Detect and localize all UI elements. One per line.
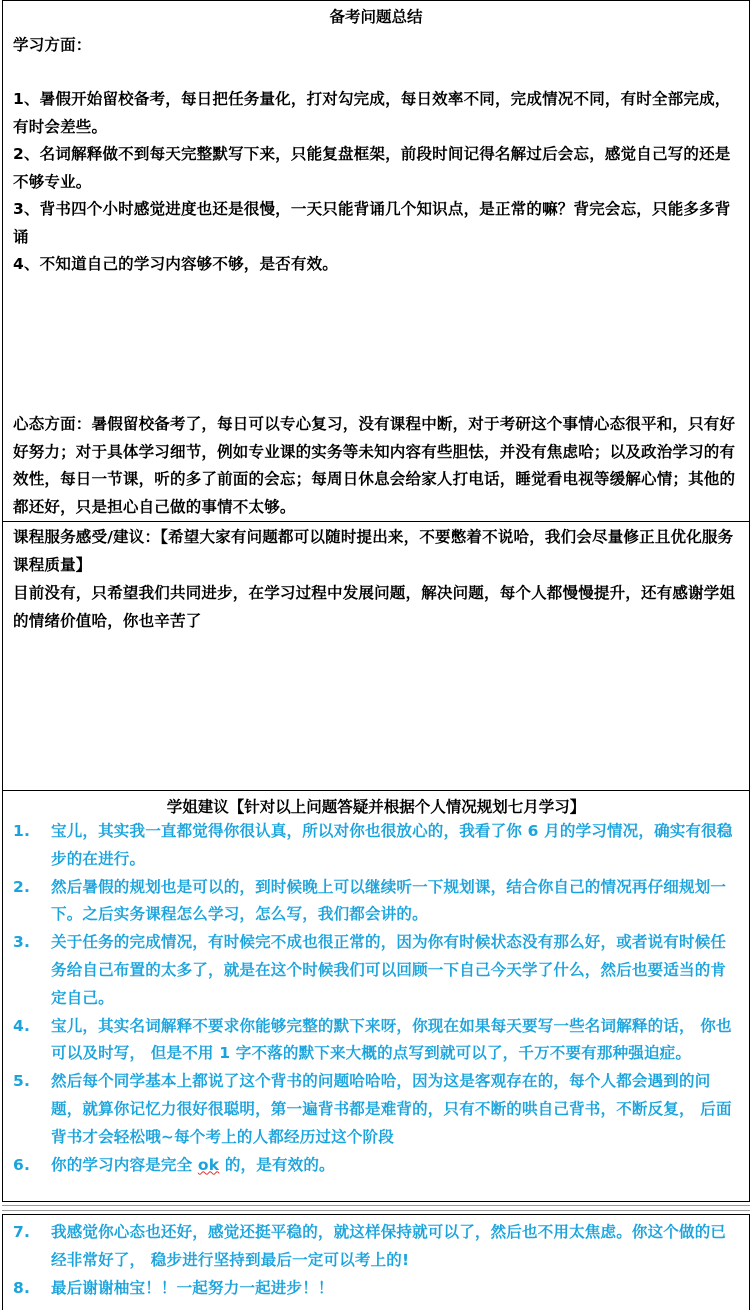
- study-item: 4、不知道自己的学习内容够不够，是否有效。: [13, 255, 338, 273]
- study-items: [13, 86, 741, 279]
- advice-item: 5. 然后每个同学基本上都说了这个背书的问题哈哈哈，因为这是客观存在的，每个人都会遇到的问题，就算你记忆力很好很聪明，第一遍背书都是难背的，只有不断的哄自己背书，不断反复， 后面背书才会轻松哦~每个考上的人都经历过这个阶段: [13, 1072, 732, 1146]
- feedback-body: 目前没有，只希望我们共同进步，在学习过程中发展问题，解决问题，每个人都慢慢提升，还有感谢学姐的情绪价值哈，你也辛苦了: [13, 584, 736, 630]
- advice-list: [13, 818, 741, 1179]
- study-item: 3、背书四个小时感觉进度也还是很慢，一天只能背诵几个知识点，是正常的嘛？背完会忘，只能多多背诵: [13, 200, 731, 246]
- advice-item: 7. 我感觉你心态也还好，感觉还挺平稳的，就这样保持就可以了，然后也不用太焦虑。你这个做的已经非常好了， 稳步进行坚持到最后一定可以考上的!: [13, 1223, 727, 1269]
- advice-section: [2, 790, 750, 1202]
- study-item: 1、暑假开始留校备考，每日把任务量化，打对勾完成，每日效率不同，完成情况不同，有时全部完成，有时会差些。: [13, 90, 731, 136]
- study-item: 2、名词解释做不到每天完整默写下来，只能复盘框架，前段时间记得名解过后会忘，感觉自己写的还是不够专业。: [13, 145, 731, 191]
- section-title: 备考问题总结: [329, 8, 423, 26]
- course-feedback-section: [2, 521, 750, 791]
- advice-list-continued: [13, 1219, 741, 1302]
- problem-summary-section: [2, 0, 750, 522]
- advice-item: 1. 宝儿，其实我一直都觉得你很认真，所以对你也很放心的，我看了你 6 月的学习情况，确实有很稳步的在进行。: [13, 822, 733, 868]
- page-break-line: [2, 1210, 750, 1211]
- advice-item: 3. 关于任务的完成情况，有时候完不成也很正常的，因为你有时候状态没有那么好，或者说有时候任务给自己布置的太多了，就是在这个时候我们可以回顾一下自己今天学了什么，然后也要适当的肯定自己。: [13, 933, 727, 1007]
- advice-item: 4. 宝儿，其实名词解释不要求你能够完整的默下来呀，你现在如果每天要写一些名词解释的话， 你也可以及时写， 但是不用 1 字不落的默下来大概的点写到就可以了，千万不要有那种强迫症。: [13, 1016, 732, 1063]
- advice-item: 6. 你的学习内容是完全 ok 的，是有效的。: [13, 1155, 335, 1174]
- advice-continued-section: [2, 1214, 750, 1310]
- study-heading: 学习方面：: [13, 36, 92, 54]
- spellcheck-word: ok: [197, 1155, 220, 1174]
- page-break-line: [2, 1205, 750, 1206]
- mindset-paragraph: 心态方面：暑假留校备考了，每日可以专心复习，没有课程中断，对于考研这个事情心态很平和，只有好好努力；对于具体学习细节，例如专业课的实务等未知内容有些胆怯，并没有焦虑哈；以及政治学习的有效性，每日一节课，听的多了前面的会忘；每周日休息会给家人打电话，睡觉看电视等缓解心情；其他的都还好，只是担心自己做的事情不太够。: [13, 415, 736, 516]
- advice-title: 学姐建议【针对以上问题答疑并根据个人情况规划七月学习】: [166, 798, 586, 816]
- feedback-heading: 课程服务感受/建议：【希望大家有问题都可以随时提出来，不要憋着不说哈，我们会尽量修正且优化服务课程质量】: [13, 528, 734, 574]
- advice-item: 2. 然后暑假的规划也是可以的，到时候晚上可以继续听一下规划课，结合你自己的情况再仔细规划一下。之后实务课程怎么学习，怎么写，我们都会讲的。: [13, 877, 727, 924]
- advice-item: 8. 最后谢谢柚宝！！一起努力一起进步！！: [13, 1278, 334, 1297]
